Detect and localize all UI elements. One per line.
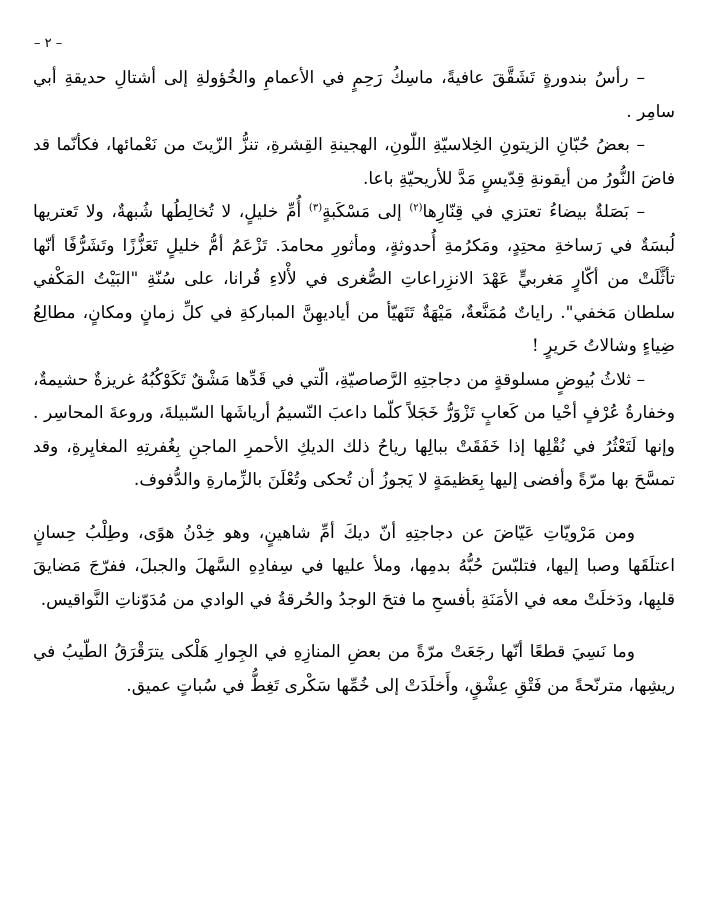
document-body: [33, 62, 675, 703]
paragraph: وما نَسِيَ قطعًا أنّها رجَعَتْ مرّةً من بعضِ المنازِهِ في الجِوارِ هَلْكى يترَقْرَقُ الطّيبُ في ريشِها، مترنّحةً من فَتْقِ عِشْقٍ، وأَخلَدَتْ إلى خُمِّها سَكْرى تَغِطُّ في سُباتٍ عميق.: [33, 642, 675, 696]
paragraph: ومن مَرْويّاتِ عَيّاضَ عن دجاجتِهِ أنّ ديكَ أمِّ شاهينٍ، وهو خِدْنُ هوًى، وطِلْبُ حِسانٍ اعتلَقَها وصبا إليها، فتلبّسَ حُبُّهُ بدمِها، وملأ عليها في سِفادِهِ السَّهلَ والجبلَ، ففرّجَ مَضايقَ قلبِها، ودَخلَتْ معه في الأمَنَةِ بأفسحِ ما فتحَ الوجدُ والحُرقةُ في الوادي من مُدَوّناتِ النَّواقيس.: [33, 522, 675, 610]
list-item: – بعضُ حُبّانِ الزيتونِ الخِلاسيّةِ اللّونِ، الهجينةِ القِشرةِ، تنزُّ الزّيتَ من نَعْمائها، فكأنّما قد فاضَ النُّورُ من أيقونةِ قِدّيسٍ مَدَّ للأريحيّةِ باعا.: [33, 135, 675, 189]
list-item: [33, 196, 675, 364]
text-segment: – بَصَلةٌ بيضاءُ تعتزي في قِنّارِها: [422, 202, 645, 222]
text-segment: إلى مَسْكَبةٍ: [322, 202, 410, 222]
list-item: – رأسُ بندورةٍ تَشَقَّقَ عافيةً، ماسِكُ رَحِمٍ في الأعمامِ والخُؤولةِ إلى أشتالِ حديقةِ أبي سامِر .: [33, 68, 675, 122]
text-segment: أُمِّ خليلٍ، لا تُخالِطُها شُبهةٌ، ولا تَعتريها لُبسَةٌ في رَساخةِ محتِدٍ، ومَكرُمةِ أُحدوثةٍ، ومأثورِ محامدَ. تَزْعَمُ أمُّ خليلٍ تَعَزُّزًا وتَشَرُّفًا أنّها تأثَّلَتْ من أكّارٍ مَغربيٍّ عَهْدَ الانزِراعاتِ الصُّغرى في لأْلاءِ قُرانا، على سُنّةِ "البَيْتُ المَكْفي سلطان مَخفي". راياتٌ مُمَنَّعةٌ، مَيْهَةٌ تَتَهيّأ من أياديهِنَّ المباركةِ في كلِّ زمانٍ ومكانٍ، مطالِعُ ضِياءٍ وشالاتُ حَريرٍ !: [33, 202, 675, 356]
footnote-ref: (٢): [409, 202, 423, 214]
page-number: – ٢ –: [34, 36, 63, 51]
list-item: – ثلاثُ بُيوضٍ مسلوقةٍ من دجاجتِهِ الرَّصاصيّةِ، الّتي في قَدِّها مَشْقٌ تَكَوْكُبُهُ غريزةٌ حشيمةٌ، وخفارةُ عُرْفٍ أحْيا من كَعابٍ تَزْوَرُّ خَجَلاً كلّما داعبَ النّسيمُ أرياشَها السّبيلةَ، وروعةَ المحاسِر . وإنها لَتَعْثُرُ في نُقْلِها إذا خَفَقَتْ ببالِها رياحُ ذلك الديكِ الأحمرِ الماجنِ بِغُفرتِهِ المغايِرةِ، وقد تمسَّحَ بها مرّةً وأفضى إليها بِعَظيمَةٍ لا يَجوزُ أن تُحكى وتُعْلَنَ بالزِّمارةِ والدُّفوف.: [33, 369, 675, 490]
footnote-ref: (٣): [308, 202, 323, 214]
